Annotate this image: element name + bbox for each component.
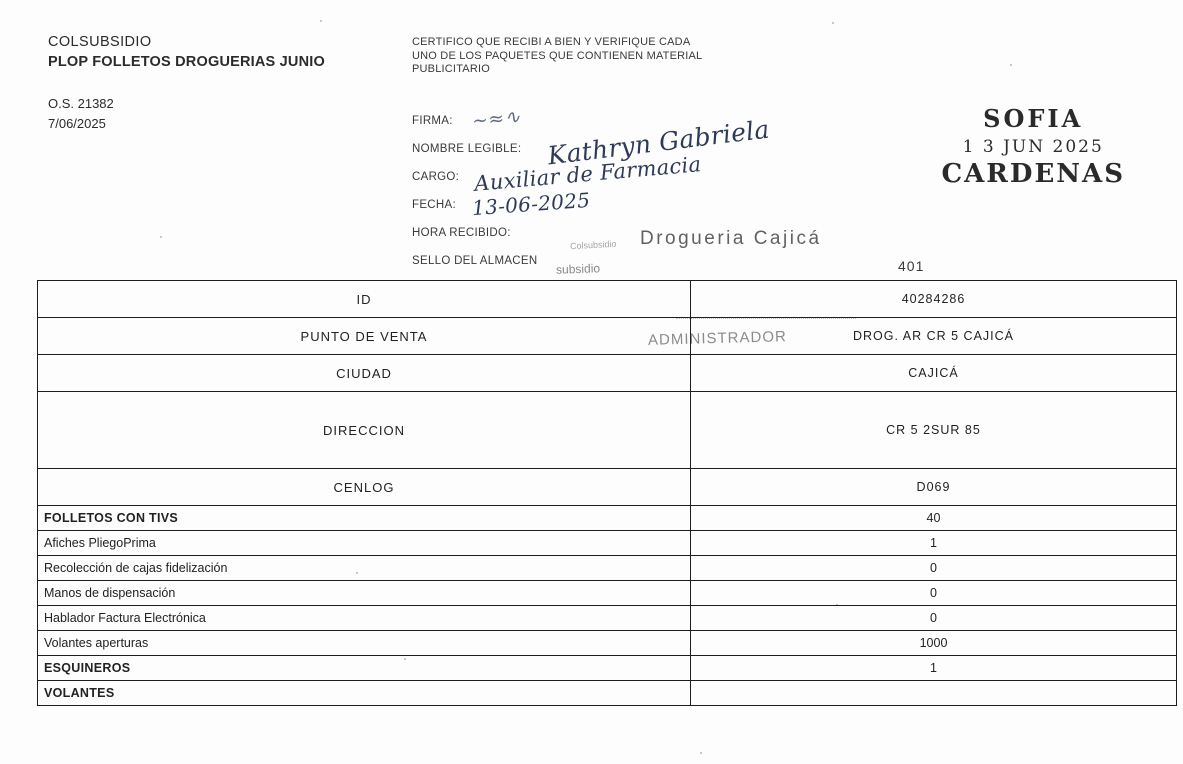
row-value: 0 bbox=[691, 556, 1177, 581]
stamp-receiver-firstname: SOFIA bbox=[983, 104, 1084, 133]
row-value: 1 bbox=[691, 656, 1177, 681]
row-value: 40284286 bbox=[691, 281, 1177, 318]
row-value: CAJICÁ bbox=[691, 355, 1177, 392]
stamp-colsubsidio-small: Colsubsidio bbox=[569, 238, 617, 252]
row-label: DIRECCION bbox=[38, 392, 691, 469]
field-cargo bbox=[412, 152, 832, 196]
handwritten-role: Auxiliar de Farmacia bbox=[473, 152, 703, 196]
row-value: DROG. AR CR 5 CAJICÁ bbox=[691, 318, 1177, 355]
row-label: CIUDAD bbox=[38, 355, 691, 392]
campaign-title: PLOP FOLLETOS DROGUERIAS JUNIO bbox=[48, 54, 325, 70]
table-row bbox=[38, 281, 1177, 318]
table-row bbox=[38, 506, 1177, 531]
certificate-text: CERTIFICO QUE RECIBI A BIEN Y VERIFIQUE CADA UNO DE LOS PAQUETES QUE CONTIENEN MATERIAL PUBLICITARIO bbox=[412, 36, 702, 75]
stamp-receiver-lastname: CARDENAS bbox=[941, 159, 1125, 189]
row-label: CENLOG bbox=[38, 469, 691, 506]
stamp-receiver bbox=[941, 104, 1125, 189]
handwritten-date: 13-06-2025 bbox=[471, 187, 592, 221]
row-value: 0 bbox=[691, 606, 1177, 631]
row-label: Hablador Factura Electrónica bbox=[38, 606, 691, 631]
table-row bbox=[38, 556, 1177, 581]
row-label: Manos de dispensación bbox=[38, 581, 691, 606]
stamp-drogueria-number: 401 bbox=[898, 258, 925, 274]
field-label: HORA RECIBIDO: bbox=[412, 227, 511, 239]
scan-speck bbox=[1010, 64, 1012, 66]
scan-speck bbox=[832, 22, 834, 24]
row-value: 40 bbox=[691, 506, 1177, 531]
stamp-drogueria-name: Drogueria Cajicá bbox=[640, 228, 822, 249]
row-label: Afiches PliegoPrima bbox=[38, 531, 691, 556]
handwritten-name: Kathryn Gabriela bbox=[546, 114, 772, 171]
stamp-administrador: ADMINISTRADOR bbox=[647, 328, 788, 349]
document-header-left bbox=[48, 32, 408, 134]
field-label: FIRMA: bbox=[412, 115, 453, 127]
table-row bbox=[38, 469, 1177, 506]
row-value: 0 bbox=[691, 581, 1177, 606]
scan-speck bbox=[700, 752, 702, 754]
row-label: ID bbox=[38, 281, 691, 318]
company-name: COLSUBSIDIO bbox=[48, 34, 152, 50]
scan-speck bbox=[160, 236, 162, 238]
stamp-subsidio: subsidio bbox=[555, 261, 601, 277]
table-row bbox=[38, 531, 1177, 556]
field-label: NOMBRE LEGIBLE: bbox=[412, 143, 522, 155]
field-label: FECHA: bbox=[412, 199, 456, 211]
row-value bbox=[691, 681, 1177, 706]
signature-fields bbox=[412, 105, 832, 280]
scan-speck bbox=[320, 20, 322, 22]
table-row bbox=[38, 581, 1177, 606]
row-label: PUNTO DE VENTA bbox=[38, 318, 691, 355]
field-label: SELLO DEL ALMACEN bbox=[412, 255, 538, 267]
certificate-block bbox=[412, 36, 712, 77]
order-date: 7/06/2025 bbox=[48, 116, 106, 131]
handwritten-signature: ~≈∿ bbox=[470, 105, 522, 133]
stamp-receiver-date: 1 3 JUN 2025 bbox=[962, 137, 1104, 157]
row-value: D069 bbox=[691, 469, 1177, 506]
table-row bbox=[38, 681, 1177, 706]
row-label: Recolección de cajas fidelización bbox=[38, 556, 691, 581]
table-row bbox=[38, 318, 1177, 355]
row-label: Volantes aperturas bbox=[38, 631, 691, 656]
field-fecha bbox=[412, 187, 832, 224]
table-row bbox=[38, 355, 1177, 392]
delivery-table-body bbox=[38, 281, 1177, 706]
table-row bbox=[38, 392, 1177, 469]
field-sello-almacen bbox=[412, 252, 832, 280]
order-number: O.S. 21382 bbox=[48, 96, 114, 111]
row-label: FOLLETOS CON TIVS bbox=[38, 506, 691, 531]
row-value: CR 5 2SUR 85 bbox=[691, 392, 1177, 469]
row-label: ESQUINEROS bbox=[38, 656, 691, 681]
field-label: CARGO: bbox=[412, 171, 460, 183]
row-value: 1 bbox=[691, 531, 1177, 556]
table-row bbox=[38, 631, 1177, 656]
row-label: VOLANTES bbox=[38, 681, 691, 706]
delivery-table bbox=[37, 280, 1177, 706]
table-row bbox=[38, 656, 1177, 681]
table-row bbox=[38, 606, 1177, 631]
row-value: 1000 bbox=[691, 631, 1177, 656]
